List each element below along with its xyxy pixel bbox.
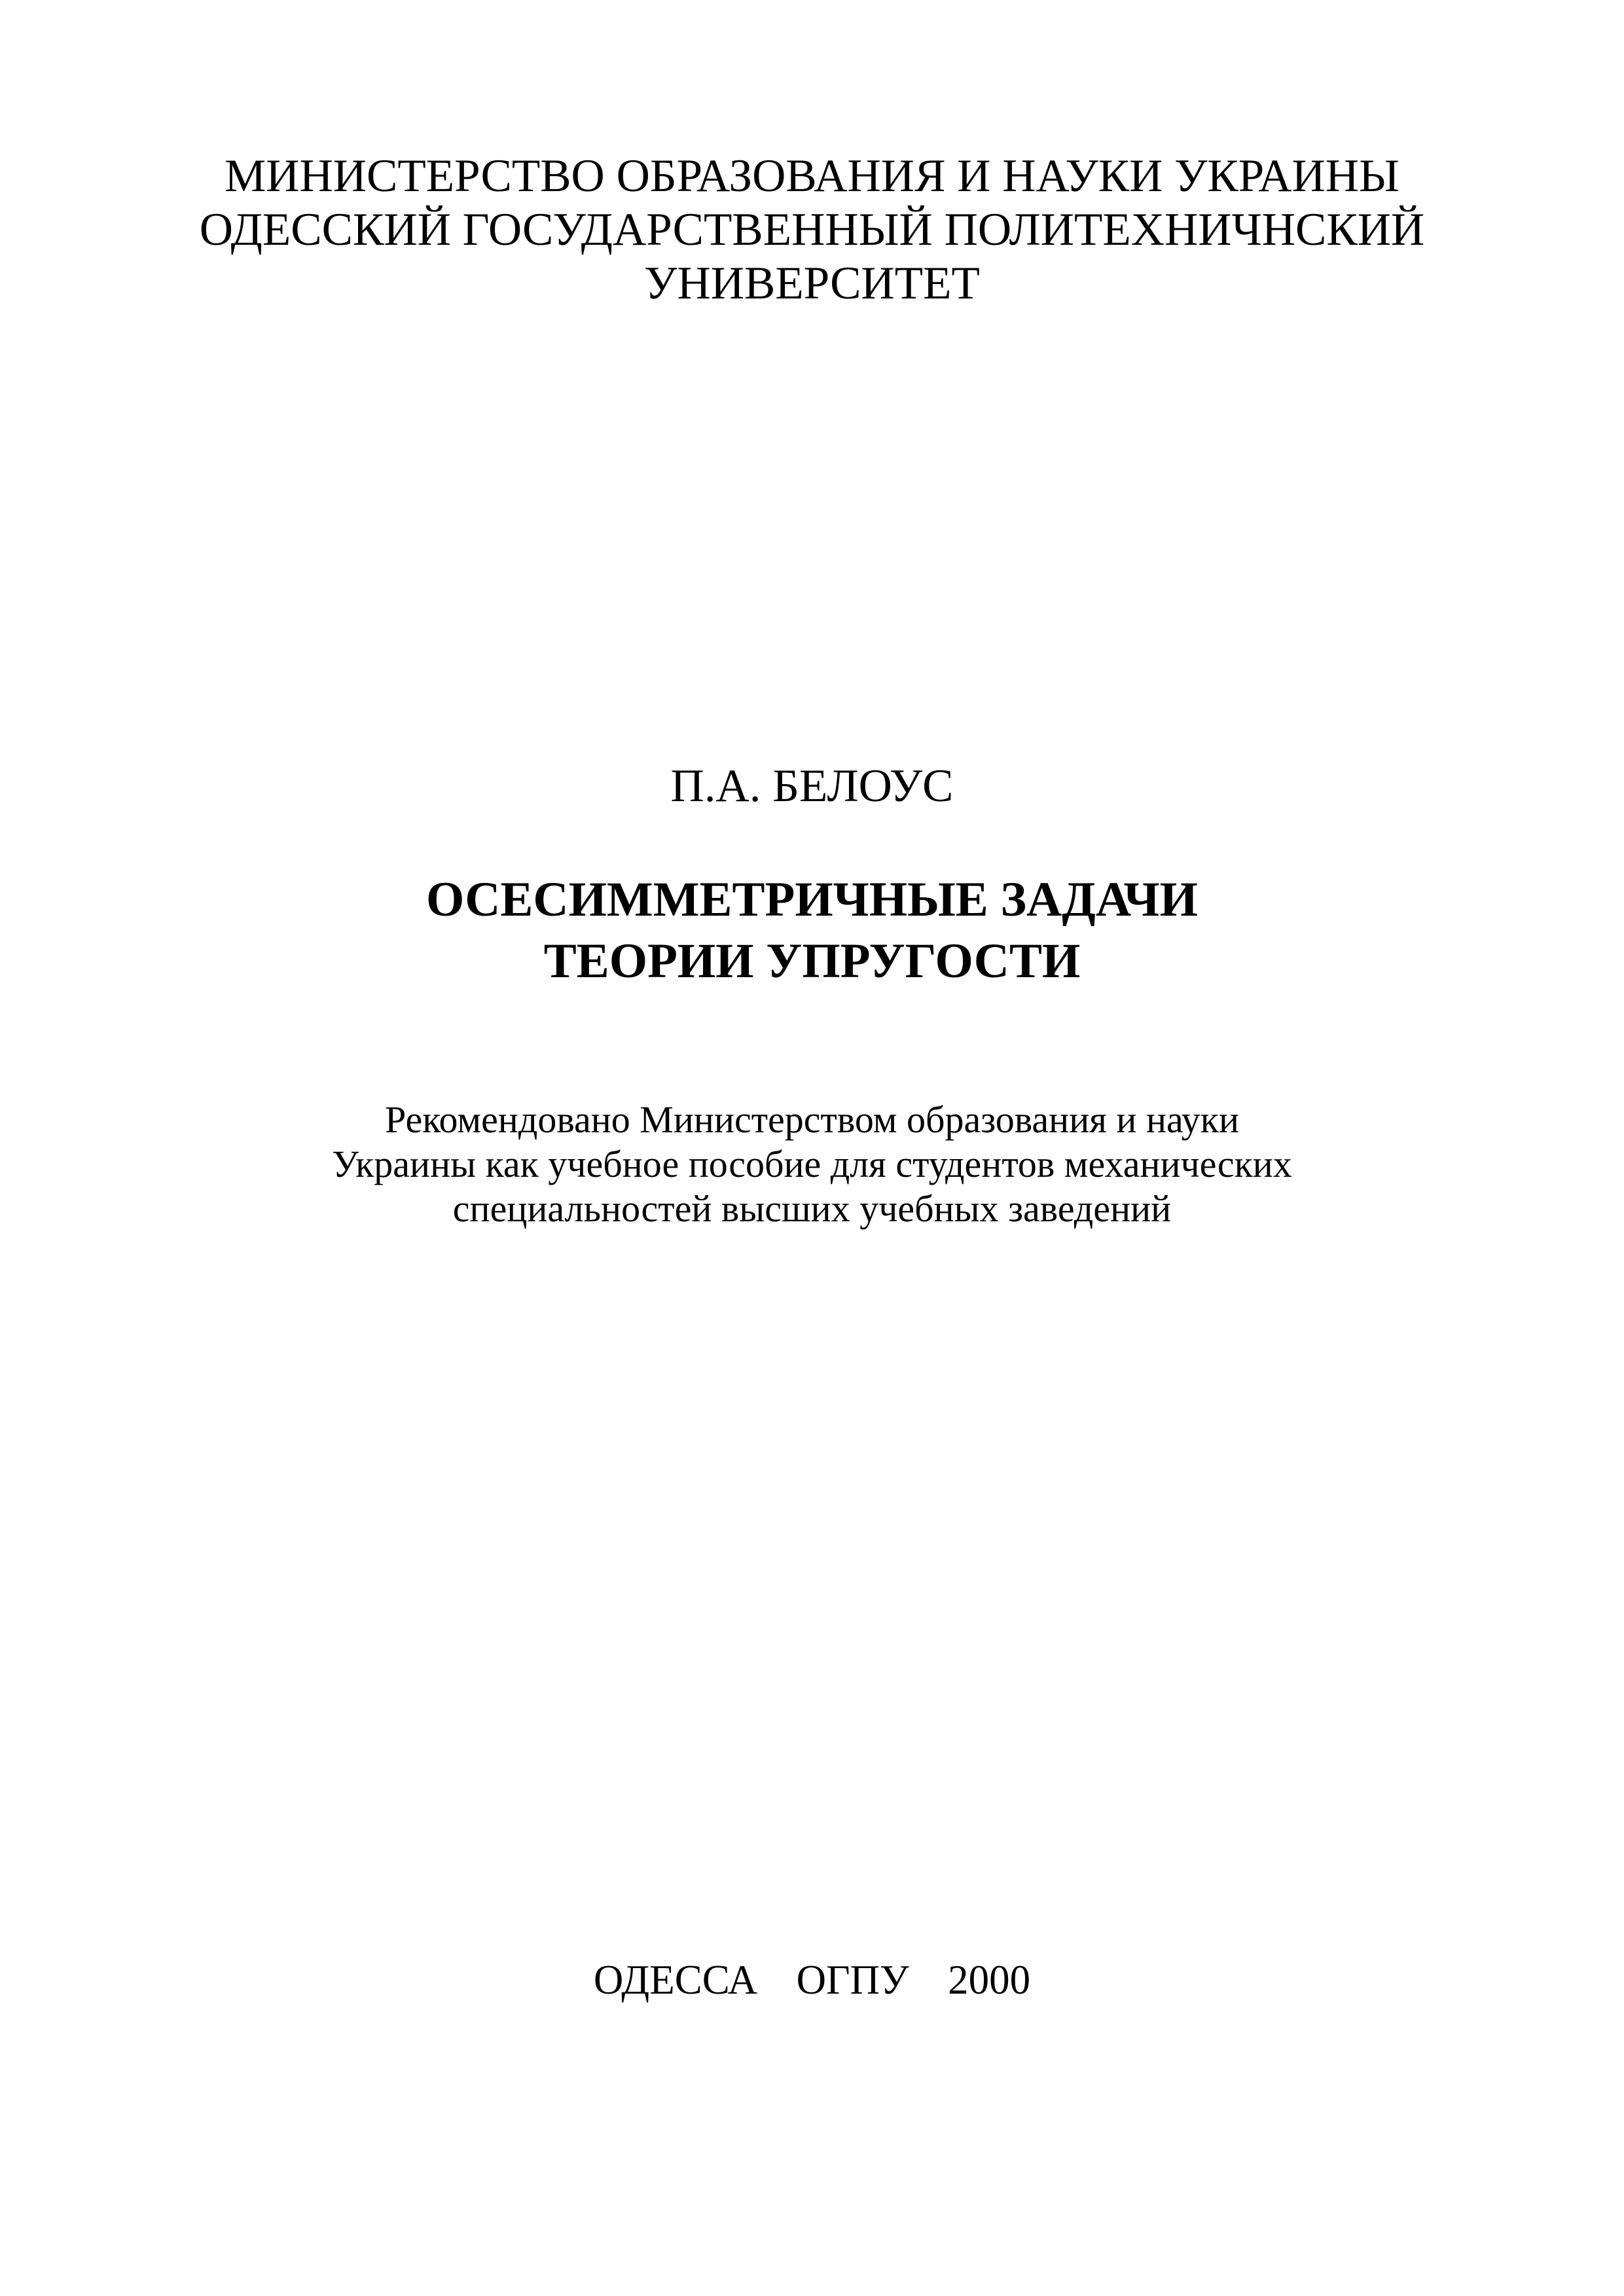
ministry-line: МИНИСТЕРСТВО ОБРАЗОВАНИЯ И НАУКИ УКРАИНЫ bbox=[225, 151, 1399, 202]
author-name: П.А. БЕЛОУС bbox=[670, 761, 954, 812]
recommendation-line-3: специальностей высших учебных заведений bbox=[452, 1187, 1172, 1230]
book-title bbox=[0, 869, 1624, 992]
recommendation-note bbox=[0, 1098, 1624, 1231]
university-line-1: ОДЕССКИЙ ГОСУДАРСТВЕННЫЙ ПОЛИТЕХНИЧНСКИЙ bbox=[199, 204, 1425, 255]
publisher-imprint bbox=[0, 1956, 1624, 2004]
imprint-text: ОДЕССА ОГПУ 2000 bbox=[593, 1957, 1031, 2003]
recommendation-line-1: Рекомендовано Министерством образования и науки bbox=[385, 1098, 1239, 1141]
university-line-2: УНИВЕРСИТЕТ bbox=[644, 258, 980, 309]
institution-header bbox=[0, 149, 1624, 310]
book-title-line-1: ОСЕСИММЕТРИЧНЫЕ ЗАДАЧИ bbox=[425, 872, 1199, 927]
book-title-line-2: ТЕОРИИ УПРУГОСТИ bbox=[543, 934, 1081, 988]
recommendation-line-2: Украины как учебное пособие для студентов механических bbox=[332, 1143, 1292, 1185]
